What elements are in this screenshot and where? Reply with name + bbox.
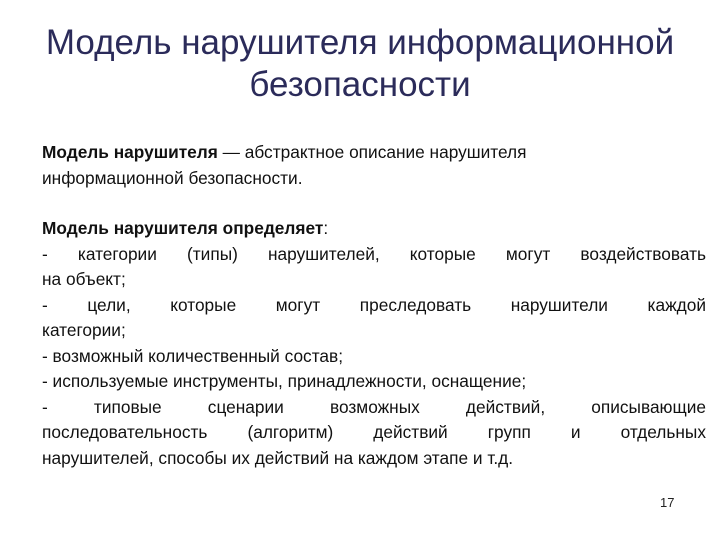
slide-title-line-2: безопасности [249,65,471,104]
definition-line-2: информационной безопасности. [42,167,303,188]
list-item-line: - используемые инструменты, принадлежности, оснащение; [42,371,527,391]
definition-paragraph [42,140,706,191]
slide-title-line-1: Модель нарушителя информационной [45,23,675,62]
list-item-line: нарушителей, способы их действий на каждом этапе и т.д. [42,447,514,468]
list-item-line: на объект; [42,269,126,289]
paragraph-spacer [42,191,706,216]
list-item-line: категории; [42,320,126,340]
determines-heading: Модель нарушителя определяет [42,218,324,238]
definition-text: — абстрактное описание нарушителя [217,142,527,162]
list-item-line: - категории (типы) нарушителей, которые могут воздействовать [42,243,706,264]
list-item-line: - возможный количественный состав; [42,345,344,366]
list-item-line: - типовые сценарии возможных действий, описывающие [42,396,706,417]
determines-colon: : [323,218,329,238]
definition-line-1 [42,140,706,166]
slide-title [20,22,700,106]
slide-body [42,140,706,471]
list-item-line: - цели, которые могут преследовать нарушители каждой [42,294,706,315]
definition-term: Модель нарушителя [42,142,218,162]
determines-heading-line [42,216,706,242]
determines-paragraph [42,216,706,471]
page-number: 17 [660,495,675,510]
list-item-line: последовательность (алгоритм) действий групп и отдельных [42,422,706,442]
